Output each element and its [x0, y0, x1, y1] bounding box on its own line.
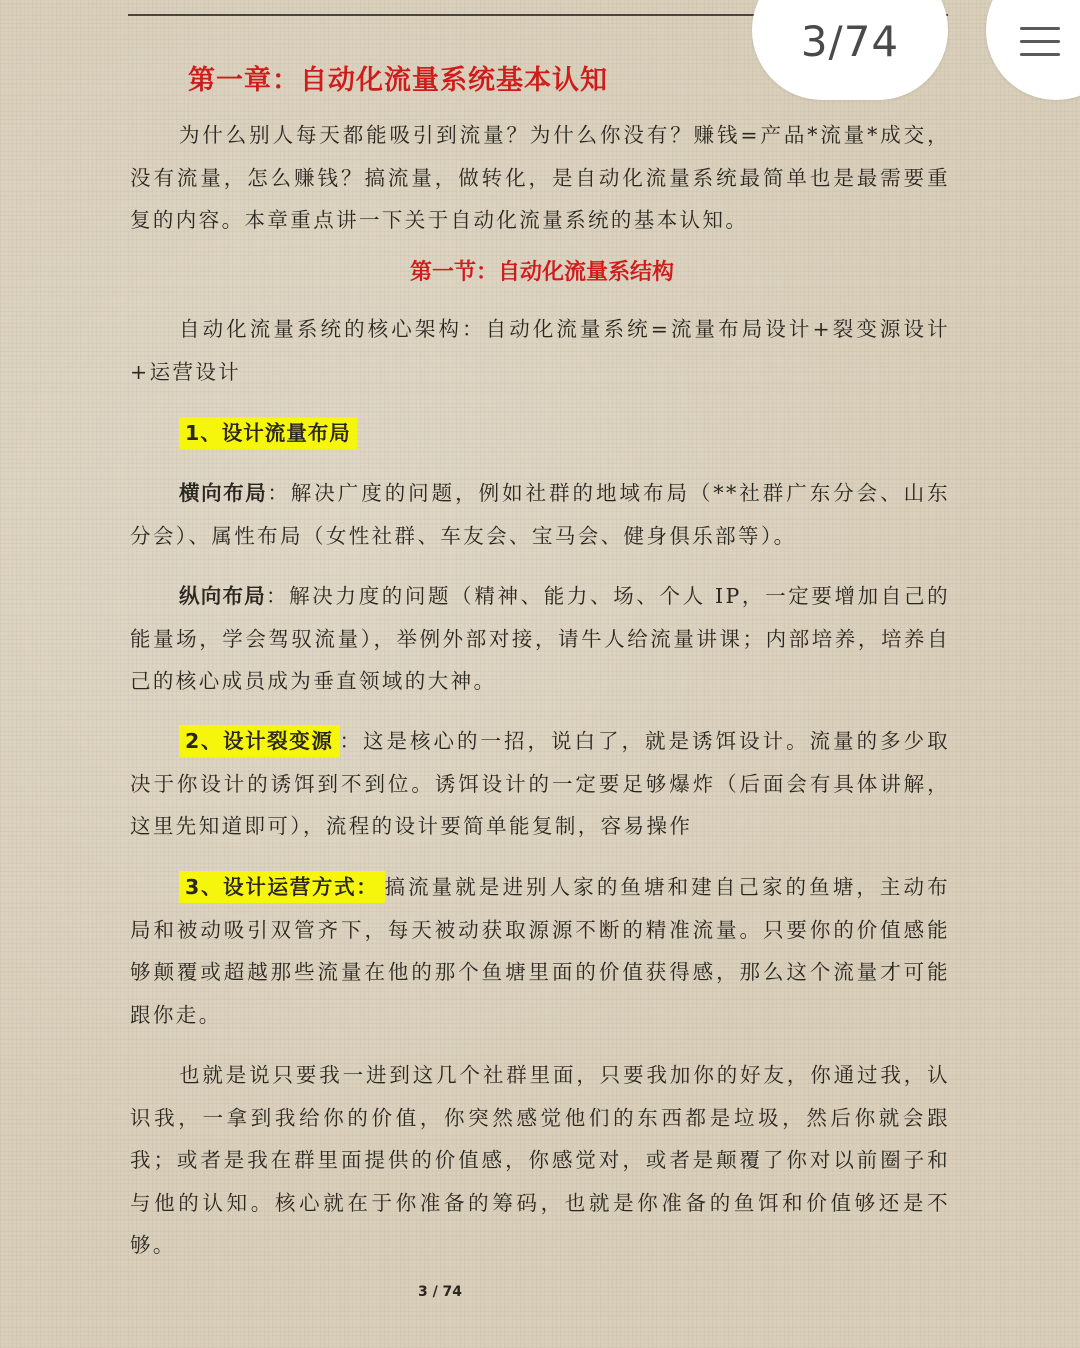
item1-paragraph: [130, 412, 950, 455]
horizontal-layout-label: 横向布局: [179, 481, 268, 505]
architecture-paragraph: 自动化流量系统的核心架构：自动化流量系统=流量布局设计+裂变源设计+运营设计: [130, 317, 950, 384]
item2-paragraph: [130, 720, 950, 848]
vertical-layout-paragraph: [130, 575, 950, 703]
item3-paragraph: [130, 866, 950, 1036]
vertical-layout-text: ：解决力度的问题（精神、能力、场、个人 IP，一定要增加自己的能量场，学会驾驭流量），举例外部对接，请牛人给流量讲课；内部培养，培养自己的核心成员成为垂直领域的大神。: [130, 584, 951, 693]
horizontal-layout-text: ：解决广度的问题，例如社群的地域布局（**社群广东分会、山东分会）、属性布局（女性社群、车友会、宝马会、健身俱乐部等）。: [130, 481, 950, 548]
footer-page-number: 3 / 74: [417, 1284, 463, 1300]
item3-text: 搞流量就是进别人家的鱼塘和建自己家的鱼塘，主动布局和被动吸引双管齐下，每天被动获取源源不断的精准流量。只要你的价值感能够颠覆或超越那些流量在他的那个鱼塘里面的价值获得感，那么这个流量才可能跟你走。: [130, 875, 951, 1027]
hamburger-menu-icon: [1020, 27, 1060, 57]
intro-paragraph: 为什么别人每天都能吸引到流量？为什么你没有？赚钱=产品*流量*成交，没有流量，怎么赚钱？搞流量，做转化，是自动化流量系统最简单也是最需要重复的内容。本章重点讲一下关于自动化流量系统的基本认知。: [130, 123, 950, 232]
item2-text: ：这是核心的一招，说白了，就是诱饵设计。流量的多少取决于你设计的诱饵到不到位。诱饵设计的一定要足够爆炸（后面会有具体讲解，这里先知道即可），流程的设计要简单能复制，容易操作: [130, 729, 950, 838]
item3-heading: 3、设计运营方式：: [179, 871, 385, 903]
page-indicator[interactable]: 3/74: [752, 0, 948, 100]
chapter-title: 第一章：自动化流量系统基本认知: [188, 65, 608, 96]
horizontal-layout-paragraph: [130, 472, 950, 557]
vertical-layout-label: 纵向布局: [179, 584, 266, 608]
item2-heading: 2、设计裂变源: [179, 725, 340, 757]
closing-paragraph: 也就是说只要我一进到这几个社群里面，只要我加你的好友，你通过我，认识我，一拿到我给你的价值，你突然感觉他们的东西都是垃圾，然后你就会跟我；或者是我在群里面提供的价值感，你感觉对，或者是颠覆了你对以前圈子和与他的认知。核心就在于你准备的筹码，也就是你准备的鱼饵和价值够还是不够。: [130, 1063, 950, 1257]
menu-button[interactable]: [986, 0, 1080, 100]
section-title: 第一节：自动化流量系结构: [410, 260, 675, 285]
item1-heading: 1、设计流量布局: [179, 417, 357, 449]
